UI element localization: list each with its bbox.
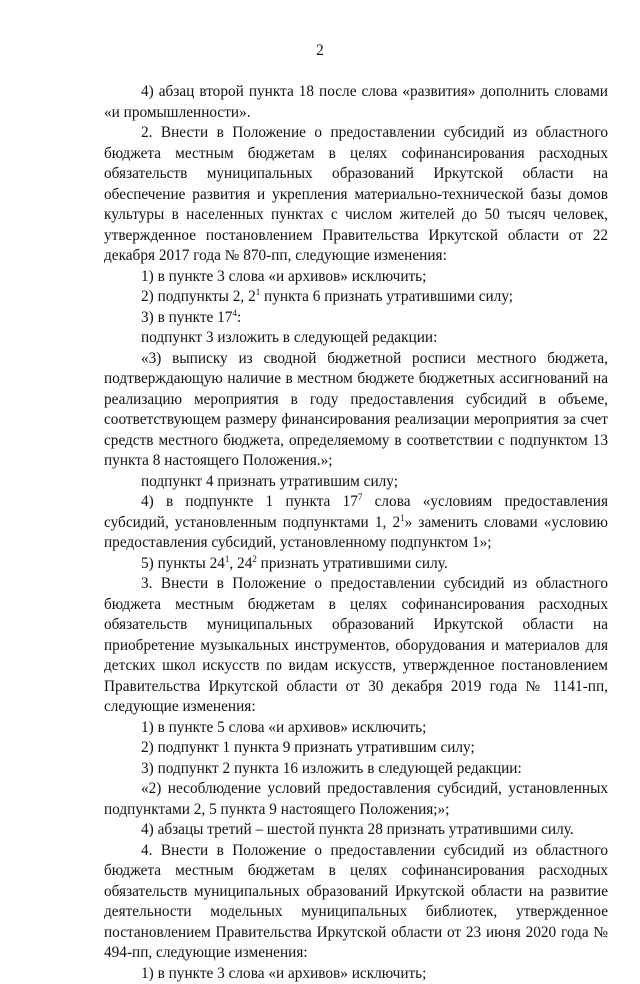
paragraph-text: 3) подпункт 2 пункта 16 изложить в следующей редакции: (141, 760, 522, 777)
paragraph-text: 4) абзац второй пункта 18 после слова «развития» дополнить словами «и промышленности». (104, 83, 608, 121)
paragraph-text: 1) в пункте 3 слова «и архивов» исключить; (141, 268, 426, 285)
paragraph-text: : (237, 309, 241, 326)
paragraph (104, 492, 608, 554)
superscript: 1 (256, 287, 261, 297)
paragraph-text: 2. Внести в Положение о предоставлении субсидий из областного бюджета местным бюджетам в целях софинансирования расходных обязательств муниципальных образований Иркутской области на обеспечение развития и укрепления материально-технической базы домов культуры в населенных пунктах с числом жителей до 50 тысяч человек, утвержденное постановлением Правительства Иркутской области от 22 декабря 2017 года № 870-пп, следующие изменения: (104, 124, 608, 264)
paragraph-text: 3) в пункте 17 (141, 309, 232, 326)
paragraph (104, 964, 608, 984)
paragraph (104, 308, 608, 329)
paragraph-text: » заменить словами «условию предоставления субсидий, установленному подпунктом 1»; (104, 514, 608, 552)
paragraph-text: подпункт 4 признать утратившим силу; (141, 473, 398, 490)
paragraph (104, 287, 608, 308)
paragraph (104, 328, 608, 349)
document-body (104, 82, 608, 984)
paragraph (104, 759, 608, 780)
superscript: 7 (358, 492, 363, 502)
paragraph (104, 820, 608, 841)
paragraph-text: «3) выписку из сводной бюджетной росписи местного бюджета, подтверждающую наличие в местном бюджете бюджетных ассигнований на реализацию мероприятия в году предоставления субсидий в объеме, соответствующем размеру финансирования реализации мероприятия за счет средств местного бюджета, определяемому в соответствии с подпунктом 13 пункта 8 настоящего Положения.»; (104, 350, 608, 470)
paragraph-text: пункта 6 признать утратившими силу; (260, 288, 513, 305)
superscript: 4 (232, 308, 237, 318)
paragraph-text: 5) пункты 24 (141, 555, 225, 572)
paragraph-text: , 24 (229, 555, 252, 572)
paragraph (104, 472, 608, 493)
paragraph (104, 779, 608, 820)
paragraph-text: 2) подпункт 1 пункта 9 признать утратившим силу; (141, 739, 475, 756)
paragraph (104, 349, 608, 472)
paragraph (104, 718, 608, 739)
paragraph-text: слова «условиям предоставления субсидий, установленным подпунктами 1, 2 (104, 493, 608, 531)
paragraph (104, 82, 608, 123)
paragraph-text: 4) в подпункте 1 пункта 17 (141, 493, 358, 510)
paragraph (104, 267, 608, 288)
paragraph (104, 574, 608, 718)
paragraph-text: 4) абзацы третий – шестой пункта 28 признать утратившими силу. (141, 821, 574, 838)
paragraph-text: подпункт 3 изложить в следующей редакции: (141, 329, 437, 346)
paragraph-text: 2) подпункты 2, 2 (141, 288, 256, 305)
paragraph (104, 554, 608, 575)
paragraph (104, 738, 608, 759)
superscript: 1 (400, 513, 405, 523)
paragraph-text: 4. Внести в Положение о предоставлении субсидий из областного бюджета местным бюджетам в целях софинансирования расходных обязательств муниципальных образований Иркутской области на развитие деятельности модельных муниципальных библиотек, утвержденное постановлением Правительства Иркутской области от 23 июня 2020 года № 494-пп, следующие изменения: (104, 842, 608, 962)
paragraph-text: 1) в пункте 3 слова «и архивов» исключить; (141, 965, 426, 982)
paragraph (104, 841, 608, 964)
page-number: 2 (0, 41, 640, 62)
paragraph-text: «2) несоблюдение условий предоставления субсидий, установленных подпунктами 2, 5 пункта 9 настоящего Положения;»; (104, 780, 608, 818)
paragraph-text: признать утратившими силу. (257, 555, 448, 572)
paragraph (104, 123, 608, 267)
superscript: 1 (225, 554, 230, 564)
paragraph-text: 3. Внести в Положение о предоставлении субсидий из областного бюджета местным бюджетам в целях софинансирования расходных обязательств муниципальных образований Иркутской области на приобретение музыкальных инструментов, оборудования и материалов для детских школ искусств по видам искусств, утвержденное постановлением Правительства Иркутской области от 30 декабря 2019 года № 1141-пп, следующие изменения: (104, 575, 608, 715)
superscript: 2 (252, 554, 257, 564)
paragraph-text: 1) в пункте 5 слова «и архивов» исключить; (141, 719, 426, 736)
